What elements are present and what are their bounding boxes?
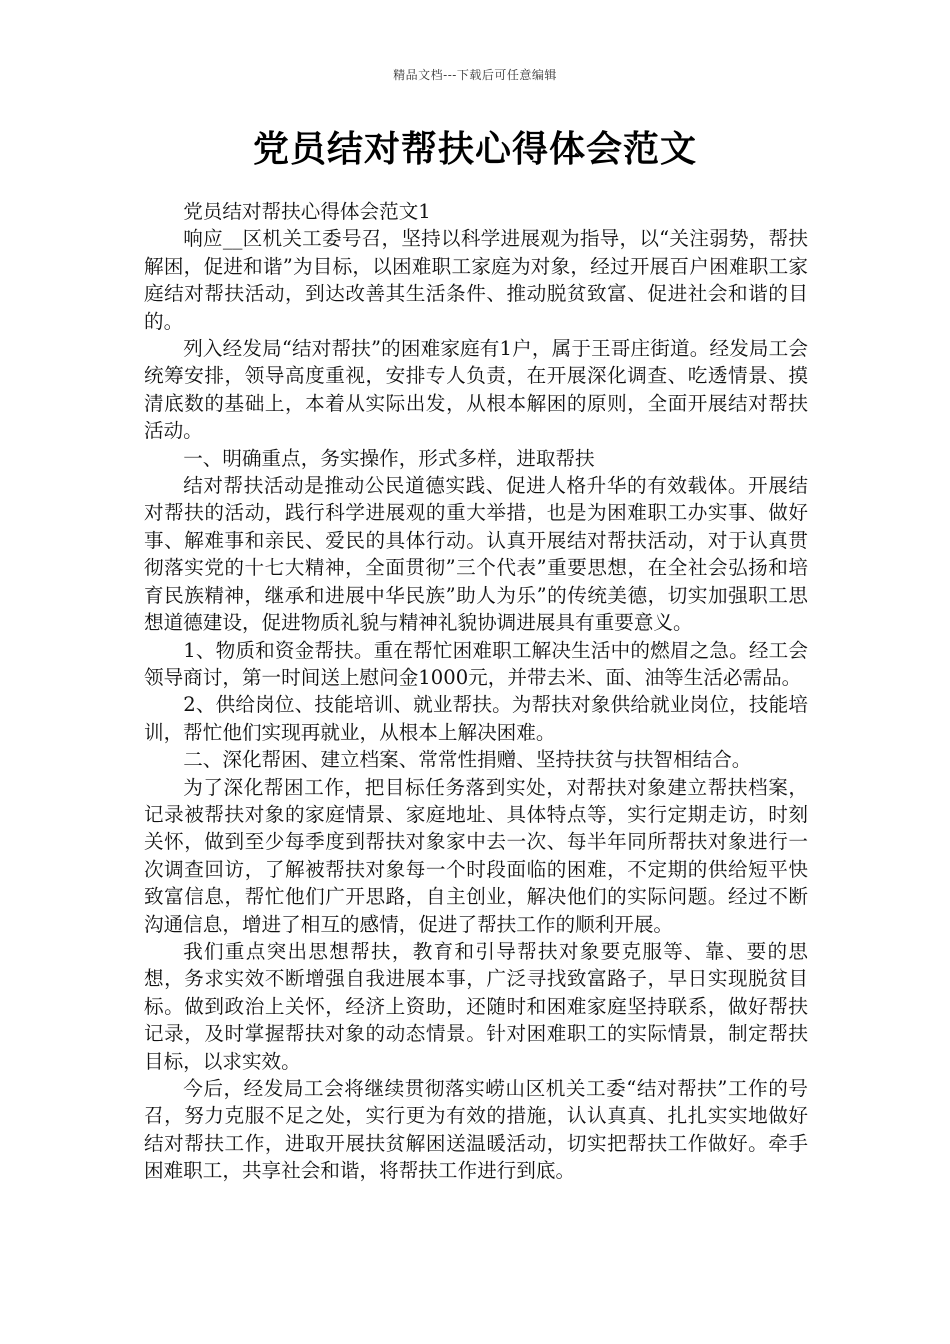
header-note: 精品文档---下载后可任意编辑 bbox=[393, 68, 557, 82]
section-heading: 二、深化帮困、建立档案、常常性捐赠、坚持扶贫与扶智相结合。 bbox=[183, 748, 752, 772]
paragraph: 列入经发局“结对帮扶”的困难家庭有1户，属于王哥庄街道。经发局工会统筹安排，领导高度重视，安排专人负责，在开展深化调查、吃透情景、摸清底数的基础上，本着从实际出发，从根本解困的原则，全面开展结对帮扶活动。 bbox=[144, 337, 808, 443]
paragraph: 今后，经发局工会将继续贯彻落实崂山区机关工委“结对帮扶”工作的号召，努力克服不足之处，实行更为有效的措施，认认真真、扎扎实实地做好结对帮扶工作，进取开展扶贫解困送温暖活动，切实把帮扶工作做好。牵手困难职工，共享社会和谐，将帮扶工作进行到底。 bbox=[144, 1077, 808, 1183]
paragraph: 我们重点突出思想帮扶，教育和引导帮扶对象要克服等、靠、要的思想，务求实效不断增强自我进展本事，广泛寻找致富路子，早日实现脱贫目标。做到政治上关怀，经济上资助，还随时和困难家庭坚持联系，做好帮扶记录，及时掌握帮扶对象的动态情景。针对困难职工的实际情景，制定帮扶目标，以求实效。 bbox=[144, 939, 808, 1073]
section-heading: 一、明确重点，务实操作，形式多样，进取帮扶 bbox=[183, 446, 595, 470]
paragraph-subtitle: 党员结对帮扶心得体会范文1 bbox=[183, 200, 431, 223]
paragraph: 为了深化帮困工作，把目标任务落到实处，对帮扶对象建立帮扶档案，记录被帮扶对象的家庭情景、家庭地址、具体特点等，实行定期走访，时刻关怀，做到至少每季度到帮扶对象家中去一次、每半年同所帮扶对象进行一次调查回访，了解被帮扶对象每一个时段面临的困难，不定期的供给短平快致富信息，帮忙他们广开思路，自主创业，解决他们的实际问题。经过不断沟通信息，增进了相互的感情，促进了帮扶工作的顺利开展。 bbox=[144, 775, 808, 936]
document-body bbox=[144, 198, 808, 1185]
list-item: 1、物质和资金帮扶。重在帮忙困难职工解决生活中的燃眉之急。经工会领导商讨，第一时间送上慰问金1000元，并带去米、面、油等生活必需品。 bbox=[144, 638, 808, 689]
document-title: 党员结对帮扶心得体会范文 bbox=[252, 129, 697, 170]
paragraph: 响应__区机关工委号召，坚持以科学进展观为指导，以“关注弱势，帮扶解困，促进和谐”为目标，以困难职工家庭为对象，经过开展百户困难职工家庭结对帮扶活动，到达改善其生活条件、推动脱贫致富、促进社会和谐的目的。 bbox=[144, 227, 808, 333]
list-item: 2、供给岗位、技能培训、就业帮扶。为帮扶对象供给就业岗位，技能培训，帮忙他们实现再就业，从根本上解决困难。 bbox=[144, 693, 808, 744]
paragraph: 结对帮扶活动是推动公民道德实践、促进人格升华的有效载体。开展结对帮扶的活动，践行科学进展观的重大举措，也是为困难职工办实事、做好事、解难事和亲民、爱民的具体行动。认真开展结对帮扶活动，对于认真贯彻落实党的十七大精神，全面贯彻”三个代表”重要思想，在全社会弘扬和培育民族精神，继承和进展中华民族”助人为乐”的传统美德，切实加强职工思想道德建设，促进物质礼貌与精神礼貌协调进展具有重要意义。 bbox=[144, 474, 808, 635]
